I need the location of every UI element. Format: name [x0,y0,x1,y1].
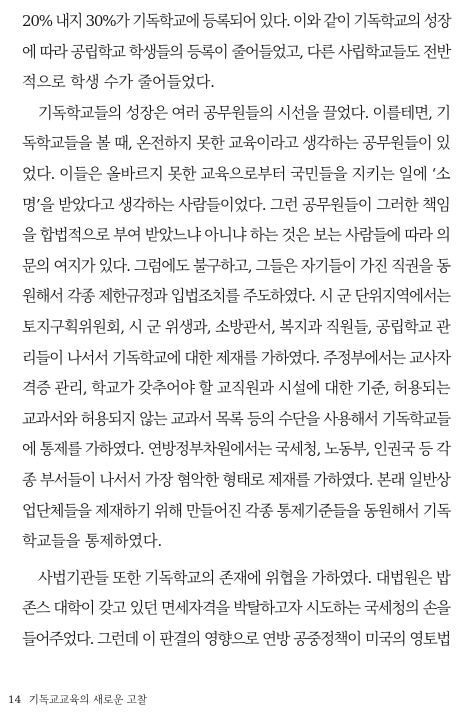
paragraph [22,98,450,557]
text-line: 적으로 학생 수가 줄어들었다. [22,73,215,92]
text-line: 격증 관리, 학교가 갖추어야 할 교직원과 시설에 대한 기준, 허용되는 [22,379,450,398]
text-line: 학교들을 통제하였다. [22,532,162,551]
text-line: 문의 여지가 있다. 그럼에도 불구하고, 그들은 자기들이 가진 직권을 동 [22,256,450,275]
text-line: 원해서 각종 제한규정과 입법조치를 주도하였다. 시 군 단위지역에서는 [22,287,450,306]
text-line: 토지구획위원회, 시 군 위생과, 소방관서, 복지과 직원들, 공립학교 관 [22,317,451,336]
body-text [22,6,450,654]
text-line: 교과서와 허용되지 않는 교과서 목록 등의 수단을 사용해서 기독학교들 [22,409,450,428]
page-number: 14 [8,694,22,706]
paragraph [22,6,450,98]
text-line: 에 통제를 가하였다. 연방정부차원에서는 국세청, 노동부, 인권국 등 각 [22,440,450,459]
text-line: 기독학교들의 성장은 여러 공무원들의 시선을 끌었다. 이를테면, 기 [38,103,451,122]
text-line: 리들이 나서서 기독학교에 대한 제재를 가하였다. 주정부에서는 교사자 [22,348,450,367]
text-line: 업단체들을 제재하기 위해 만들어진 각종 통제기준들을 동원해서 기독 [22,501,451,520]
text-line: 들어주었다. 그런데 이 판결의 영향으로 연방 공중정책이 미국의 영토법 [22,629,450,648]
page-footer [8,692,147,707]
text-line: 명’을 받았다고 생각하는 사람들이었다. 그런 공무원들이 그러한 책임 [22,195,450,214]
text-line: 사법기관들 또한 기독학교의 존재에 위협을 가하였다. 대법원은 밥 [38,568,450,587]
paragraph [22,563,450,655]
text-line: 존스 대학이 갖고 있던 면세자격을 박탈하고자 시도하는 국세청의 손을 [22,599,450,618]
text-line: 었다. 이들은 올바르지 못한 교육으로부터 국민들을 지키는 일에 ‘소 [22,164,450,183]
text-line: 에 따라 공립학교 학생들의 등록이 줄어들었고, 다른 사립학교들도 전반 [22,42,450,61]
text-line: 20% 내지 30%가 기독학교에 등록되어 있다. 이와 같이 기독학교의 성장 [22,12,451,30]
text-line: 종 부서들이 나서서 가장 혐악한 형태로 제재를 가하였다. 본래 일반상 [22,470,450,489]
text-line: 을 합법적으로 부여 받았느냐 아니냐 하는 것은 보는 사람들에 따라 의 [22,226,450,245]
text-line: 독학교들을 볼 때, 온전하지 못한 교육이라고 생각하는 공무원들이 있 [22,134,450,153]
running-title: 기독교교육의 새로운 고찰 [28,694,147,706]
